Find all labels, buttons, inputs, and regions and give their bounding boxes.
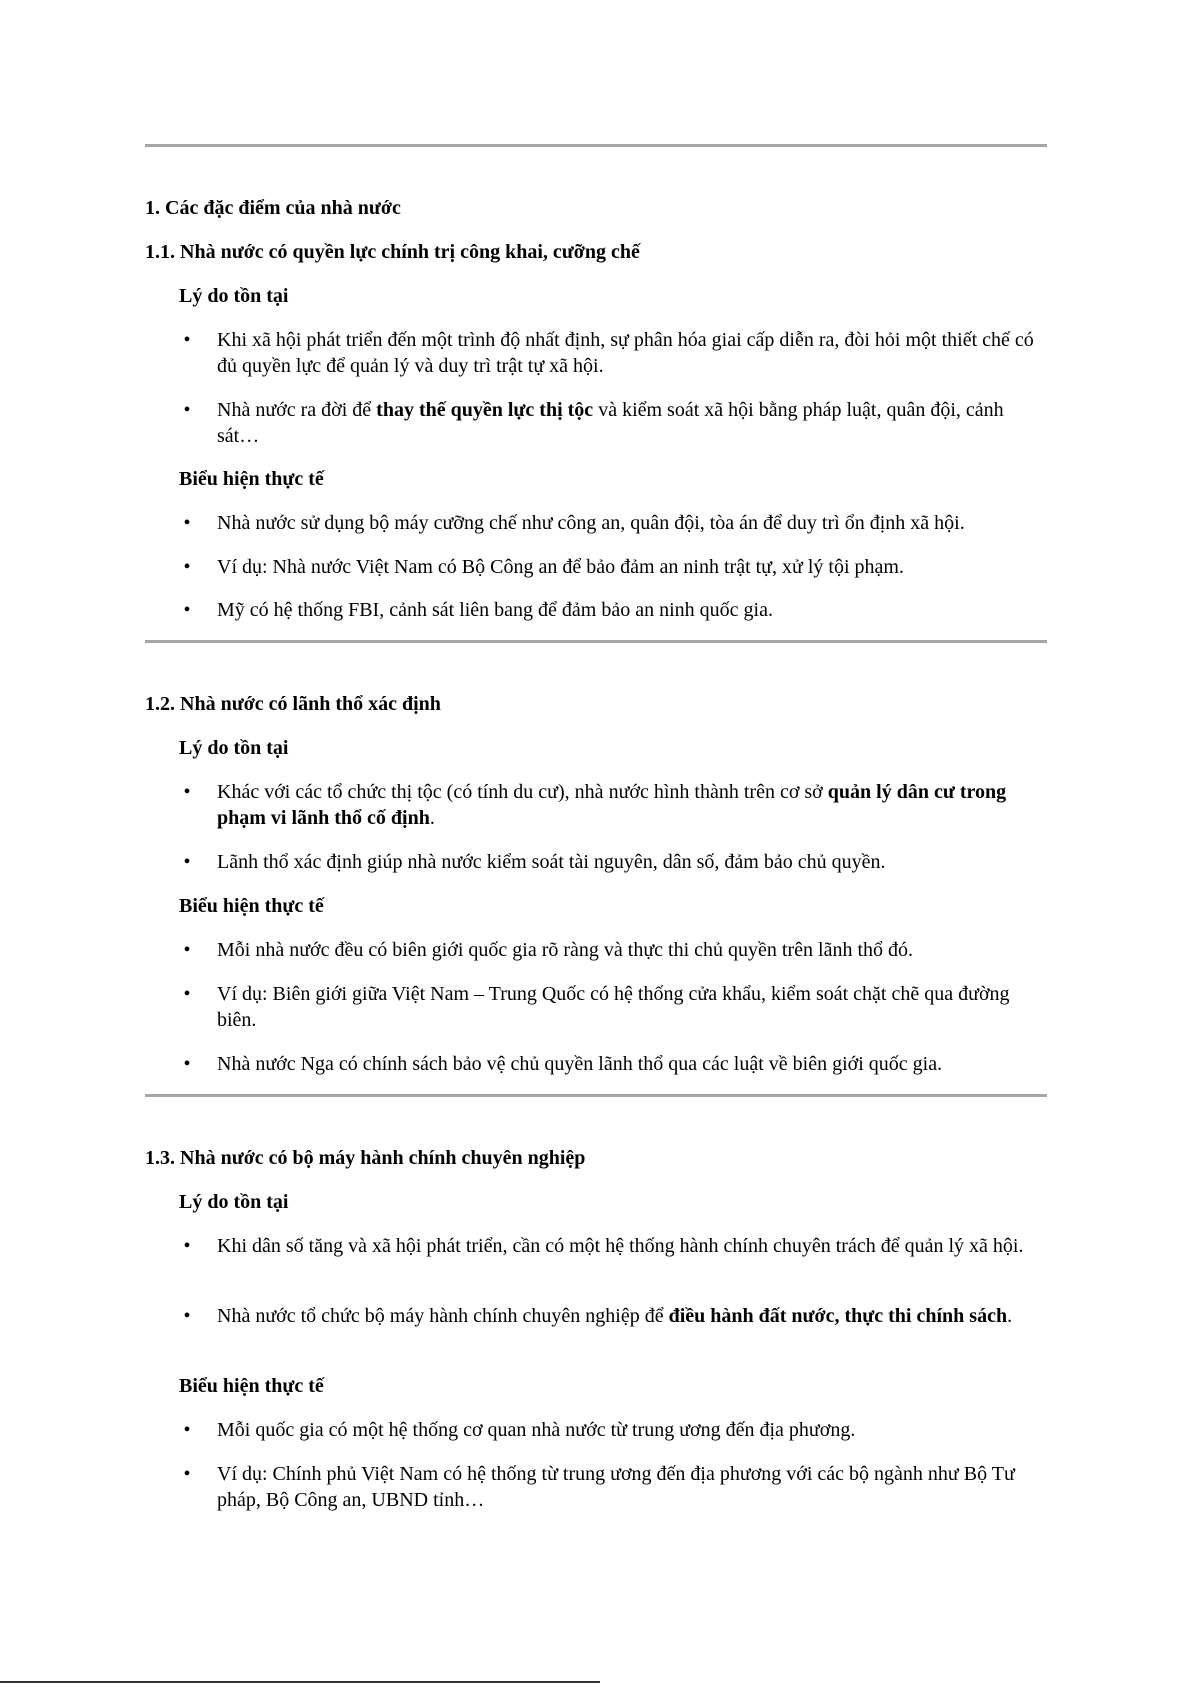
bullet-icon: • bbox=[183, 1305, 191, 1327]
page-bottom-edge bbox=[0, 1681, 600, 1683]
main-heading: 1. Các đặc điểm của nhà nước bbox=[145, 197, 401, 219]
list-item bbox=[180, 981, 1047, 1033]
list-item bbox=[180, 1461, 1047, 1513]
section-1-3-reason-heading: Lý do tồn tại bbox=[179, 1191, 289, 1213]
bullet-icon: • bbox=[183, 556, 191, 578]
bullet-icon: • bbox=[183, 512, 191, 534]
bullet-icon: • bbox=[183, 851, 191, 873]
bullet-icon: • bbox=[183, 1235, 191, 1257]
list-item bbox=[180, 1417, 1047, 1443]
list-item bbox=[180, 779, 1047, 831]
list-item-text: Ví dụ: Nhà nước Việt Nam có Bộ Công an để bảo đảm an ninh trật tự, xử lý tội phạm. bbox=[217, 556, 904, 578]
list-item bbox=[180, 1051, 1047, 1077]
list-item-text: Ví dụ: Biên giới giữa Việt Nam – Trung Quốc có hệ thống cửa khẩu, kiểm soát chặt chẽ qua đường biên. bbox=[217, 983, 1010, 1031]
bullet-icon: • bbox=[183, 1053, 191, 1075]
top-divider bbox=[145, 144, 1047, 147]
list-item-text: Ví dụ: Chính phủ Việt Nam có hệ thống từ trung ương đến địa phương với các bộ ngành như Bộ Tư pháp, Bộ Công an, UBND tỉnh… bbox=[217, 1463, 1015, 1511]
bullet-icon: • bbox=[183, 1463, 191, 1485]
bullet-icon: • bbox=[183, 1419, 191, 1441]
bullet-icon: • bbox=[183, 329, 191, 351]
section-divider bbox=[145, 640, 1047, 643]
list-item-text: Khi dân số tăng và xã hội phát triển, cần có một hệ thống hành chính chuyên trách để quản lý xã hội. bbox=[217, 1235, 1024, 1257]
bullet-icon: • bbox=[183, 599, 191, 621]
list-item bbox=[180, 397, 1047, 449]
list-item-text: Lãnh thổ xác định giúp nhà nước kiểm soát tài nguyên, dân số, đảm bảo chủ quyền. bbox=[217, 851, 886, 873]
list-item-text: Khi xã hội phát triển đến một trình độ nhất định, sự phân hóa giai cấp diễn ra, đòi hỏi một thiết chế có đủ quyền lực để quản lý và duy trì trật tự xã hội. bbox=[217, 329, 1034, 377]
bullet-icon: • bbox=[183, 983, 191, 1005]
section-divider bbox=[145, 1094, 1047, 1097]
list-item bbox=[180, 1233, 1047, 1259]
section-1-1-evidence-heading: Biểu hiện thực tế bbox=[179, 468, 324, 490]
list-item bbox=[180, 1303, 1047, 1329]
list-item bbox=[180, 849, 1047, 875]
list-item-text: Nhà nước sử dụng bộ máy cưỡng chế như công an, quân đội, tòa án để duy trì ổn định xã hội. bbox=[217, 512, 965, 534]
list-item bbox=[180, 510, 1047, 536]
section-1-2-evidence-heading: Biểu hiện thực tế bbox=[179, 895, 324, 917]
section-1-3-evidence-heading: Biểu hiện thực tế bbox=[179, 1375, 324, 1397]
bullet-icon: • bbox=[183, 399, 191, 421]
list-item-text: Mỹ có hệ thống FBI, cảnh sát liên bang để đảm bảo an ninh quốc gia. bbox=[217, 599, 773, 621]
list-item bbox=[180, 554, 1047, 580]
list-item bbox=[180, 327, 1047, 379]
bullet-icon: • bbox=[183, 781, 191, 803]
section-1-1-reason-heading: Lý do tồn tại bbox=[179, 285, 289, 307]
section-1-1-title: 1.1. Nhà nước có quyền lực chính trị công khai, cưỡng chế bbox=[145, 241, 640, 263]
list-item-text: Nhà nước tổ chức bộ máy hành chính chuyên nghiệp để điều hành đất nước, thực thi chính sách. bbox=[217, 1305, 1013, 1327]
list-item-text: Mỗi quốc gia có một hệ thống cơ quan nhà nước từ trung ương đến địa phương. bbox=[217, 1419, 856, 1441]
bullet-icon: • bbox=[183, 939, 191, 961]
list-item-text: Nhà nước ra đời để thay thế quyền lực thị tộc và kiểm soát xã hội bằng pháp luật, quân đội, cảnh sát… bbox=[217, 399, 1004, 447]
list-item bbox=[180, 597, 1047, 623]
section-1-2-reason-heading: Lý do tồn tại bbox=[179, 737, 289, 759]
section-1-2-title: 1.2. Nhà nước có lãnh thổ xác định bbox=[145, 693, 441, 715]
list-item-text: Khác với các tổ chức thị tộc (có tính du cư), nhà nước hình thành trên cơ sở quản lý dân cư trong phạm vi lãnh thổ cố định. bbox=[217, 781, 1007, 829]
section-1-3-title: 1.3. Nhà nước có bộ máy hành chính chuyên nghiệp bbox=[145, 1147, 586, 1169]
list-item-text: Mỗi nhà nước đều có biên giới quốc gia rõ ràng và thực thi chủ quyền trên lãnh thổ đó. bbox=[217, 939, 913, 961]
list-item bbox=[180, 937, 1047, 963]
list-item-text: Nhà nước Nga có chính sách bảo vệ chủ quyền lãnh thổ qua các luật về biên giới quốc gia. bbox=[217, 1053, 943, 1075]
